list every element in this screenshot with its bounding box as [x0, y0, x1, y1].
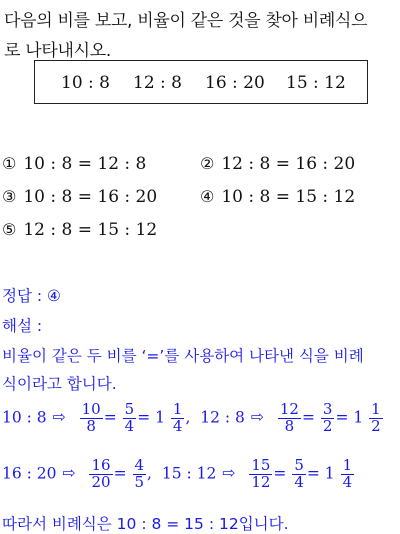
choice-number: ② — [200, 154, 215, 173]
ratio-text: 16 : 20 — [2, 464, 57, 483]
ratio-item: 10 : 8 — [61, 73, 110, 93]
fraction: $\frac{12}{8}$ — [279, 400, 299, 435]
fraction: $\frac{15}{12}$ — [251, 456, 271, 491]
choice-text: 10 : 8 = 16 : 20 — [23, 187, 158, 207]
question-line-2: 로 나타내시오. — [4, 41, 111, 61]
ratio-item: 15 : 12 — [286, 73, 346, 93]
fraction: $\frac{16}{20}$ — [91, 456, 111, 491]
choice-number: ⑤ — [2, 220, 17, 239]
fraction: $\frac{3}{2}$ — [322, 400, 333, 435]
arrow-icon: ⇨ — [52, 408, 66, 427]
explanation-line-1: 비율이 같은 두 비를 ‘=’를 사용하여 나타낸 식을 비례 — [2, 347, 364, 365]
arrow-icon: ⇨ — [62, 464, 76, 483]
choice-4[interactable] — [200, 187, 355, 207]
fraction: $\frac{4}{5}$ — [134, 456, 145, 491]
choice-1[interactable] — [2, 154, 146, 174]
choice-5[interactable] — [2, 220, 157, 240]
choice-text: 10 : 8 = 15 : 12 — [221, 187, 356, 207]
arrow-icon: ⇨ — [222, 464, 236, 483]
explanation-label: 해설 : — [2, 317, 43, 335]
choice-3[interactable] — [2, 187, 157, 207]
ratio-item: 12 : 8 — [133, 73, 182, 93]
ratio-item: 16 : 20 — [205, 73, 265, 93]
fraction: $\frac{10}{8}$ — [81, 400, 101, 435]
calc-line-2: 16 : 20 ⇨ $\frac{16}{20}$ = $\frac{4}{5}$ , 15 : 12 ⇨ $\frac{15}{12}$ = $\frac{5}{4}$ = 1 $\frac{1}{4}$ — [2, 456, 353, 491]
arrow-icon: ⇨ — [250, 408, 264, 427]
conclusion-text: 따라서 비례식은 10 : 8 = 15 : 12입니다. — [2, 515, 289, 533]
choice-2[interactable] — [200, 154, 355, 174]
fraction: $\frac{5}{4}$ — [124, 400, 135, 435]
choice-number: ① — [2, 154, 17, 173]
ratio-text: 12 : 8 — [200, 408, 245, 427]
fraction: $\frac{1}{4}$ — [342, 456, 353, 491]
choice-text: 10 : 8 = 12 : 8 — [23, 154, 147, 174]
choice-text: 12 : 8 = 16 : 20 — [221, 154, 356, 174]
fraction: $\frac{1}{4}$ — [172, 400, 183, 435]
answer-label: 정답 : ④ — [2, 287, 61, 305]
calc-line-1: 10 : 8 ⇨ $\frac{10}{8}$ = $\frac{5}{4}$ = 1 $\frac{1}{4}$ , 12 : 8 ⇨ $\frac{12}{8}$ = $\frac{3}{2}$ = 1 $\frac{1}{2}$ — [2, 400, 381, 435]
choice-number: ④ — [200, 187, 215, 206]
fraction: $\frac{1}{2}$ — [371, 400, 381, 435]
explanation-line-2: 식이라고 합니다. — [2, 375, 117, 393]
fraction: $\frac{5}{4}$ — [294, 456, 304, 491]
ratio-text: 15 : 12 — [161, 464, 217, 483]
question-line-1: 다음의 비를 보고, 비율이 같은 것을 찾아 비례식으 — [4, 11, 368, 31]
choice-text: 12 : 8 = 15 : 12 — [23, 220, 158, 240]
ratio-text: 10 : 8 — [2, 408, 47, 427]
ratio-box — [34, 60, 368, 104]
choice-number: ③ — [2, 187, 17, 206]
